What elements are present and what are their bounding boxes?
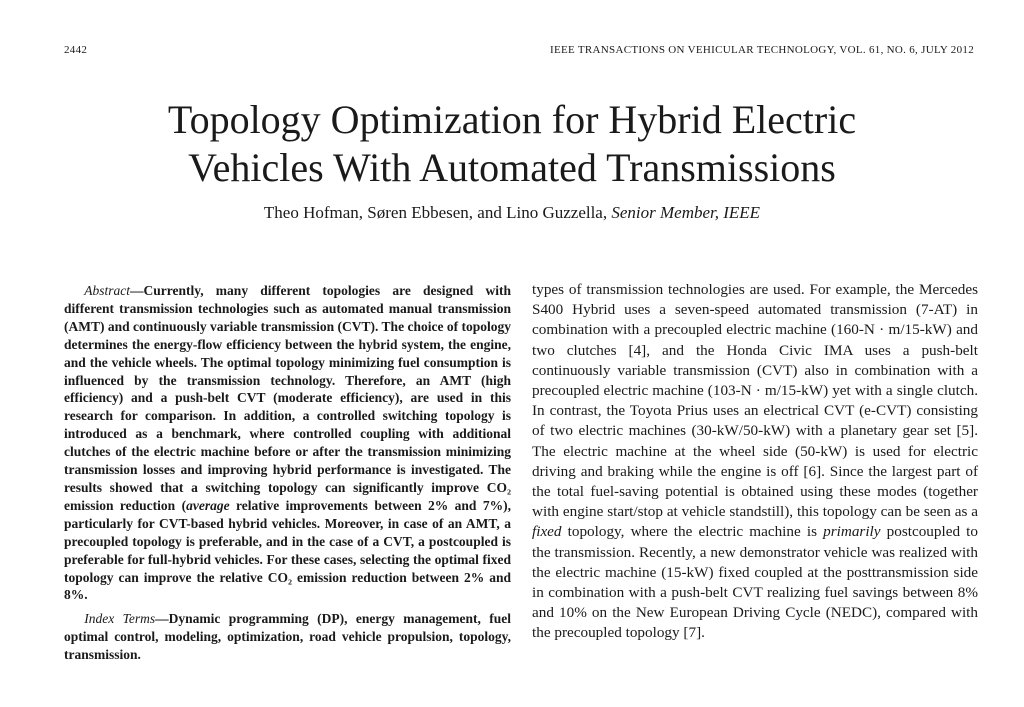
paper-title (0, 96, 1024, 192)
abstract-column (64, 282, 511, 664)
abstract-text-a: —Currently, many different topologies are designed with different transmission technologies such as automated manual transmission (AMT) and continuously variable transmission (CVT). The choice of topology determines the energy-flow efficiency between the hybrid system, the engine, and the vehicle wheels. The optimal topology minimizing fuel consumption is influenced by the transmission technology. Therefore, an AMT (high efficiency) and a push-belt CVT (moderate efficiency), are used in this research for comparison. In addition, a controlled switching topology is introduced as a benchmark, where controlled coupling with additional clutches of the electric machine before or after the transmission minimizing transmission losses and improving hybrid performance is investigated. The results showed that a switching topology can significantly improve CO₂ emission reduction ( (64, 283, 511, 513)
title-line-2: Vehicles With Automated Transmissions (188, 145, 836, 190)
body-italic-fixed: fixed (532, 523, 562, 541)
author-names: Theo Hofman, Søren Ebbesen, and Lino Guzzella, (263, 203, 608, 222)
abstract-italic-word: average (186, 497, 230, 513)
journal-running-head: IEEE TRANSACTIONS ON VEHICULAR TECHNOLOGY, VOL. 61, NO. 6, JULY 2012 (550, 44, 974, 56)
index-terms-label: Index Terms (84, 611, 156, 627)
index-terms (64, 610, 511, 664)
author-membership: Senior Member, IEEE (611, 203, 761, 222)
body-italic-primarily: primarily (823, 523, 881, 541)
title-line-1: Topology Optimization for Hybrid Electric (167, 97, 857, 142)
abstract-text-b: relative improvements between 2% and 7%), particularly for CVT-based hybrid vehicles. Moreover, in case of an AMT, a precoupled topology is preferable, and in the case of a CVT, a postcoupled is preferable for full-hybrid vehicles. For these cases, selecting the optimal fixed topology can improve the relative CO₂ emission reduction between 2% and 8%. (64, 497, 511, 603)
body-text-3: postcoupled to the transmission. Recently, a new demonstrator vehicle was realized with the electric machine (15-kW) fixed coupled at the posttransmission side in combination with a push-belt CVT realizing fuel savings between 8% and 10% on the New European Driving Cycle (NEDC), compared with the precoupled topology [7]. (532, 523, 978, 642)
page-number: 2442 (64, 44, 88, 56)
index-terms-text: —Dynamic programming (DP), energy management, fuel optimal control, modeling, optimization, road vehicle propulsion, topology, transmission. (64, 611, 512, 663)
abstract-label: Abstract (84, 283, 130, 298)
author-line (0, 203, 1024, 223)
body-column (532, 280, 978, 644)
body-text-1: types of transmission technologies are used. For example, the Mercedes S400 Hybrid uses a seven-speed automated transmission (7-AT) in combination with a precoupled electric machine (160-N · m/15-kW) and two clutches [4], and the Honda Civic IMA uses a push-belt continuously variable transmission (CVT) also in combination with a precoupled electric machine (103-N · m/15-kW) yet with a single clutch. In contrast, the Toyota Prius uses an electrical CVT (e-CVT) consisting of two electric machines (30-kW/50-kW) with a planetary gear set [5]. The electric machine at the wheel side (50-kW) is used for electric driving and braking while the engine is off [6]. Since the largest part of the total fuel-saving potential is obtained using these modes (together with engine start/stop at vehicle standstill), this topology can be seen as a (532, 281, 978, 521)
body-text-2: topology, where the electric machine is (561, 523, 824, 541)
abstract (64, 282, 511, 604)
body-paragraph (532, 280, 978, 644)
